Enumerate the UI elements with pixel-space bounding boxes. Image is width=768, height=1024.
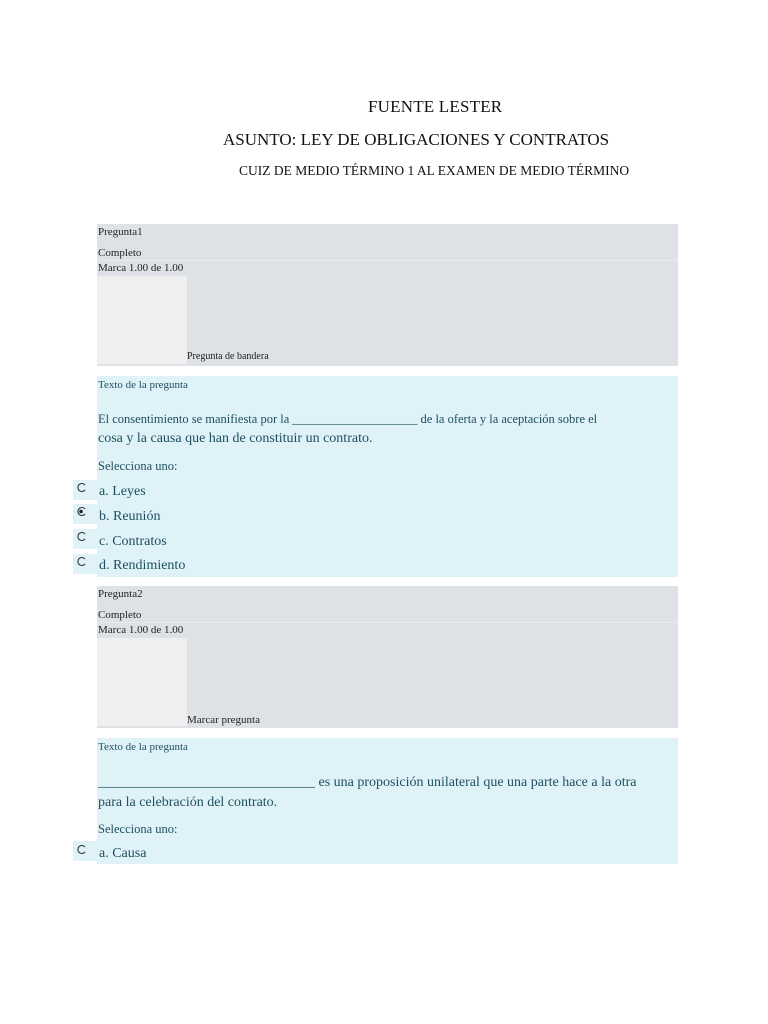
author-title: FUENTE LESTER	[368, 97, 503, 116]
question-text-label: Texto de la pregunta	[98, 379, 188, 391]
option-label[interactable]: c. Contratos	[99, 534, 167, 549]
exam-subtitle: CUIZ DE MEDIO TÉRMINO 1 AL EXAMEN DE MEDIO TÉRMINO	[239, 163, 630, 178]
question-number: Pregunta1	[98, 226, 143, 238]
radio-option-b[interactable]	[76, 506, 87, 517]
subject-title: ASUNTO: LEY DE OBLIGACIONES Y CONTRATOS	[223, 130, 610, 149]
question-grade: Marca 1.00 de 1.00	[98, 624, 184, 636]
divider	[97, 622, 678, 623]
flag-question-link[interactable]: Marcar pregunta	[187, 714, 260, 726]
flag-placeholder	[97, 638, 187, 726]
option-label[interactable]: a. Leyes	[99, 484, 146, 499]
flag-question-link[interactable]: Pregunta de bandera	[187, 351, 269, 362]
question-content-2	[97, 738, 678, 864]
question-text-line: para la celebración del contrato.	[98, 795, 278, 810]
flag-placeholder	[97, 276, 187, 364]
question-text-line: _______________________________ es una proposición unilateral que una parte hace a la otra	[98, 775, 637, 790]
radio-option-d[interactable]	[76, 556, 87, 567]
question-text-label: Texto de la pregunta	[98, 741, 188, 753]
question-state: Completo	[98, 247, 142, 259]
option-label[interactable]: a. Causa	[99, 846, 147, 861]
select-prompt: Selecciona uno:	[98, 459, 178, 473]
question-state: Completo	[98, 609, 142, 621]
question-text	[98, 409, 658, 449]
option-label[interactable]: b. Reunión	[99, 509, 161, 524]
option-label[interactable]: d. Rendimiento	[99, 558, 186, 573]
question-info-2	[97, 586, 678, 728]
divider	[97, 260, 678, 261]
question-info-1	[97, 224, 678, 366]
radio-option-c[interactable]	[76, 531, 87, 542]
question-number: Pregunta2	[98, 588, 143, 600]
select-prompt: Selecciona uno:	[98, 822, 178, 836]
question-text-line: El consentimiento se manifiesta por la ____________________ de la oferta y la aceptación sobre el	[98, 412, 598, 426]
question-content-1	[97, 376, 678, 577]
question-text-line: cosa y la causa que han de constituir un contrato.	[98, 431, 373, 446]
question-text	[98, 773, 658, 813]
radio-option-a[interactable]	[76, 482, 87, 493]
question-grade: Marca 1.00 de 1.00	[98, 262, 184, 274]
radio-option-a[interactable]	[76, 844, 87, 855]
